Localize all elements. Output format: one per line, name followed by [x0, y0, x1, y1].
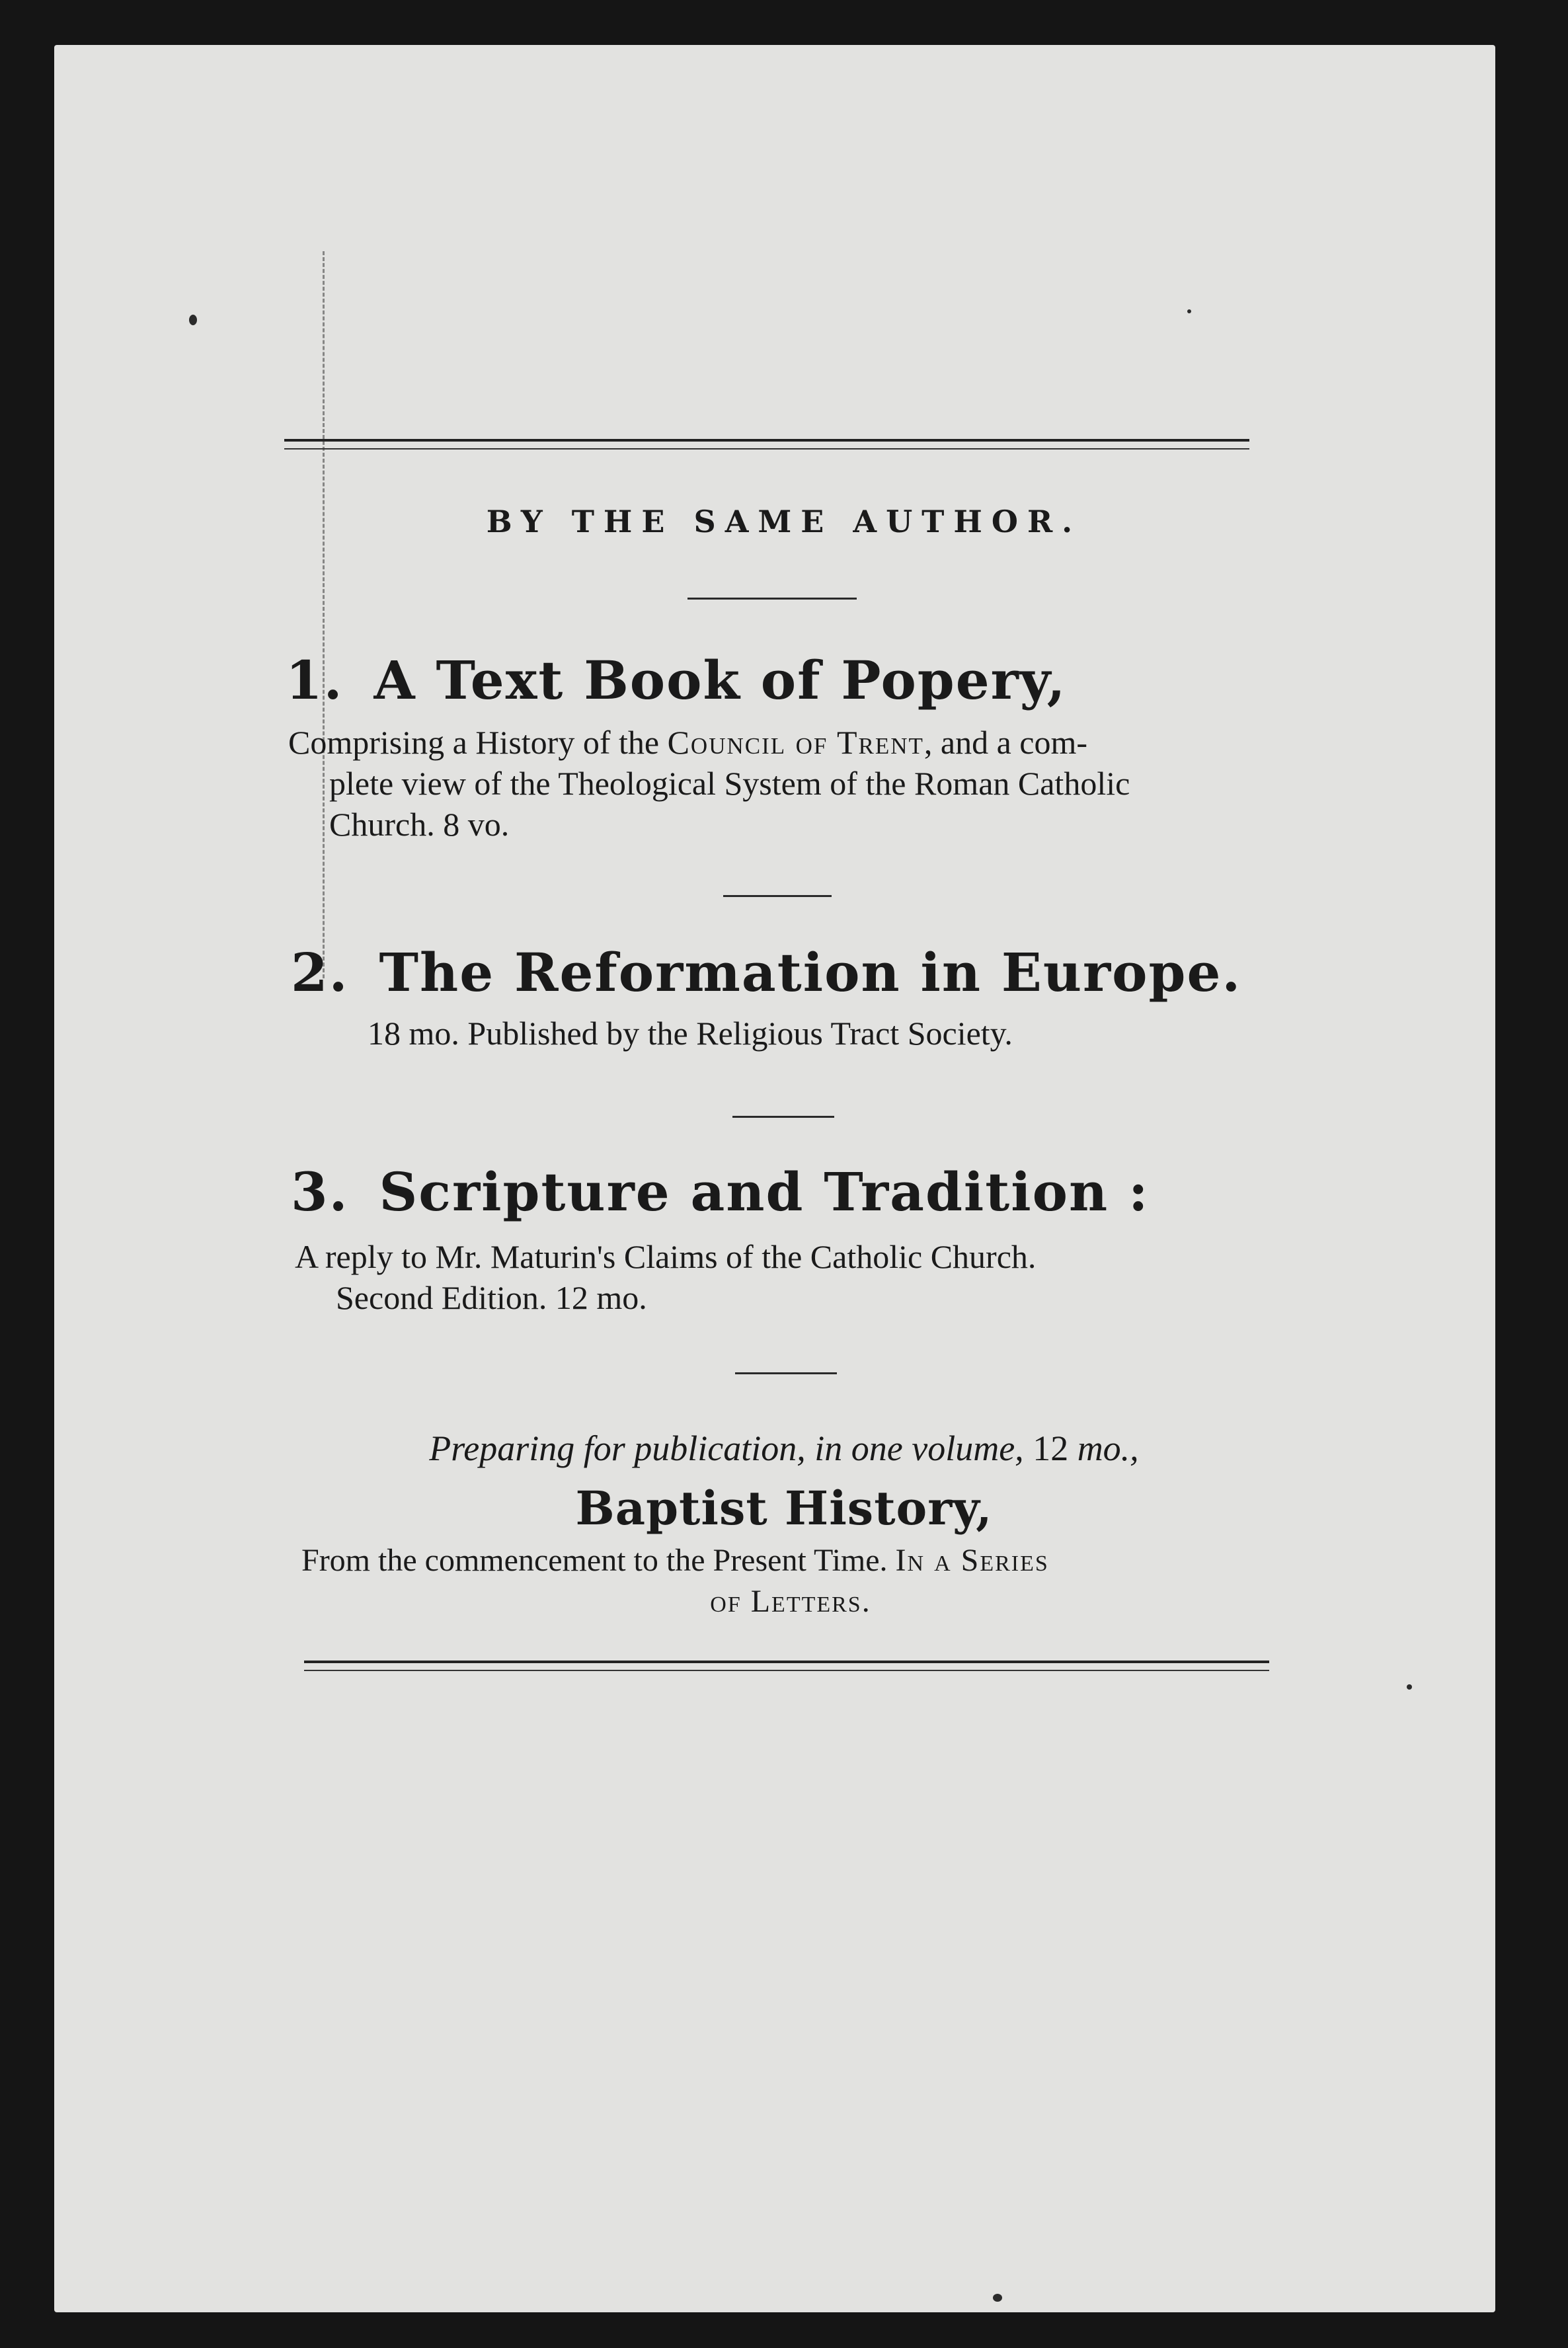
scan-speck [1187, 309, 1191, 313]
entry-title-1 [286, 649, 1066, 711]
entry-title-2 [291, 941, 1241, 1003]
scan-speck [1407, 1684, 1412, 1690]
divider-rule [735, 1372, 837, 1374]
entry-body-2 [368, 1013, 1293, 1054]
entry-body-3 [295, 1236, 1286, 1318]
margin-mark [323, 251, 325, 978]
entry-title-3 [291, 1161, 1150, 1223]
entry-body-line: Second Edition. 12 mo. [336, 1279, 647, 1316]
forthcoming-title: Baptist History, [575, 1481, 993, 1536]
forthcoming-body: From the commencement to the Present Time. In a Series of Letters. [301, 1543, 1049, 1619]
entry-title-text: The Reformation in Europe. [379, 941, 1242, 1003]
entry-body-1 [288, 722, 1267, 845]
entry-title-text: Scripture and Tradition : [379, 1161, 1150, 1223]
entry-number: 3. [291, 1161, 349, 1223]
entry-number: 1. [286, 649, 344, 711]
entry-number: 2. [291, 941, 349, 1003]
entry-body-line: Comprising a History of the Council of Trent, and a com- [288, 724, 1088, 761]
bottom-double-rule [304, 1661, 1269, 1671]
top-double-rule [284, 439, 1249, 450]
scan-speck [189, 315, 197, 325]
entry-body-line: Church. 8 vo. [329, 806, 510, 843]
entry-body-line: 18 mo. Published by the Religious Tract Society. [368, 1015, 1013, 1052]
entry-body-line: A reply to Mr. Maturin's Claims of the Catholic Church. [295, 1238, 1037, 1275]
divider-rule [723, 895, 832, 897]
divider-rule [687, 598, 857, 600]
scan-speck [993, 2294, 1002, 2302]
entry-body-line: plete view of the Theological System of the Roman Catholic [329, 765, 1130, 802]
entry-title-text: A Text Book of Popery, [373, 649, 1067, 711]
forthcoming-note: Preparing for publication, in one volume, 12 mo., [429, 1428, 1139, 1468]
section-heading: BY THE SAME AUTHOR. [486, 504, 1082, 539]
divider-rule [732, 1116, 834, 1118]
